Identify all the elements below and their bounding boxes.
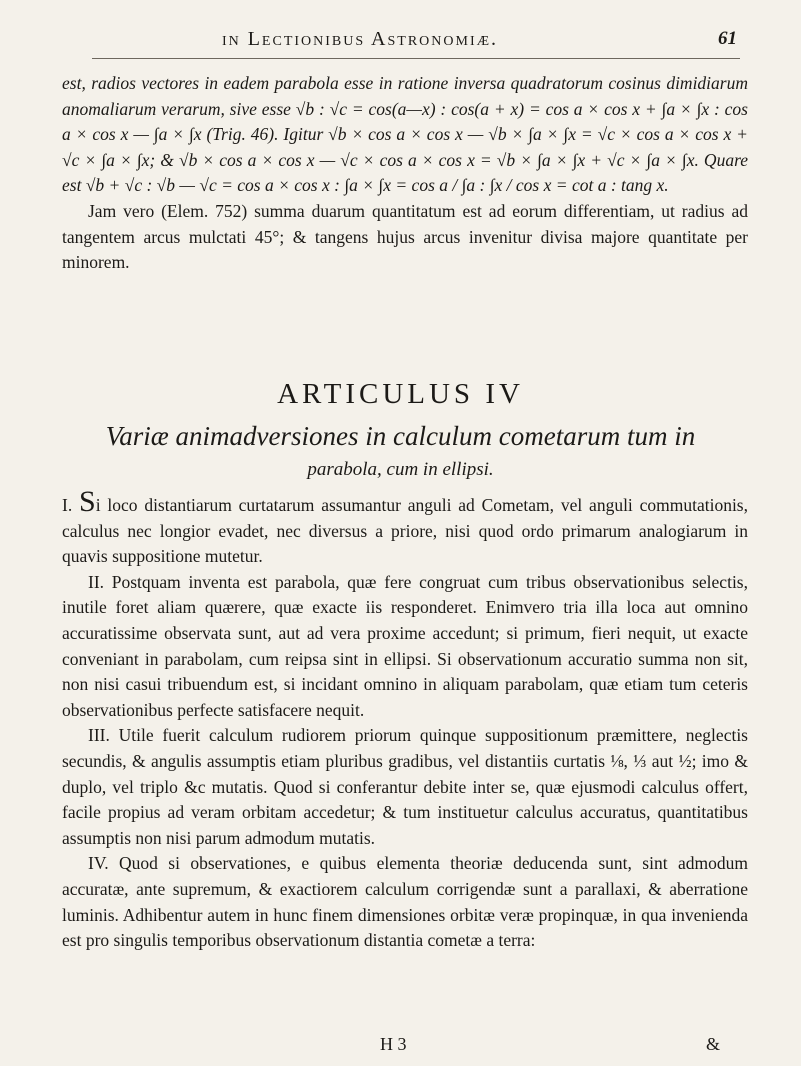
dropcap: S <box>79 485 96 518</box>
running-head <box>0 28 801 58</box>
paragraph-i <box>62 485 748 570</box>
paragraph-elem-752: Jam vero (Elem. 752) summa duarum quantitatum est ad eorum differentiam, ut radius ad tangentem arcus mulctati 45°; & tangens hujus arcus invenitur divisa majore quantitate per minorem. <box>62 200 748 273</box>
article-subtitle-2: parabola, cum in ellipsi. <box>307 459 494 480</box>
paragraph-iii: III. Utile fuerit calculum rudiorem priorum quinque suppositionum præmittere, neglectis secundis, & angulis assumptis etiam pluribus gradibus, vel distantiis curtatis ⅛, ⅓ aut ½; imo & duplo, vel triplo &c mutatis. Quod si conferantur debite inter se, quæ ejusmodi calculus offert, facile propius ad veram orbitam accedetur; & tum instituetur calculus accuratus, quantitatibus assumptis non nisi parum admodum mutatis. <box>62 725 748 848</box>
text-block-1 <box>62 71 748 276</box>
article-subtitle: Variæ animadversiones in calculum cometarum tum in <box>105 421 696 451</box>
paragraph-ii: II. Postquam inventa est parabola, quæ fere congruat cum tribus observationibus selectis, inutile foret aliam quærere, quæ exacte iis responderet. Enimvero tria illa loca aut omnino accuratissime observata sunt, aut ad vera proxime accedunt; si primum, fieri nequit, ut exacte conveniant in parabolam, cum reipsa sint in ellipsi. Si observationum accuratio summa non sit, non nisi casui tribuendum est, si incidant omnino in aliquam parabolam, quæ etiam tum ceteris observationibus perfecte satisfacere nequit. <box>62 571 748 720</box>
paragraph-derivation: est, radios vectores in eadem parabola esse in ratione inversa quadratorum cosinus dimidiarum anomaliarum verarum, sive esse √b : √c = cos(a—x) : cos(a + x) = cos a × cos x + ∫a × ∫x : cos a × cos x — ∫a × ∫x (Trig. 46). Igitur √b × cos a × cos x — √b × ∫a × ∫x = √c × cos a × cos x + √c × ∫a × ∫x; & √b × cos a × cos x — √c × cos a × cos x = √b × ∫a × ∫x + √c × ∫a × ∫x. Quare est √b + √c : √b — √c = cos a × cos x : ∫a × ∫x = cos a / ∫a : ∫x / cos x = cot a : tang x. <box>62 73 748 196</box>
page-number: 61 <box>718 28 737 49</box>
paragraph-i-number: I. <box>62 495 80 515</box>
paragraph-iv: IV. Quod si observationes, e quibus elementa theoriæ deducenda sunt, sint admodum accuratæ, ante supremum, & exactiorem calculum corrigendæ sunt a parallaxi, & aberratione luminis. Adhibentur autem in hunc finem dimensiones orbitæ veræ propinquæ, in qua invenienda est pro singulis temporibus observationum distantia cometæ a terra: <box>62 853 748 951</box>
signature-mark: H 3 <box>380 1034 407 1054</box>
running-title: in Lectionibus Astronomiæ. <box>221 28 499 50</box>
article-heading: ARTICULUS IV <box>277 378 524 410</box>
header-rule <box>92 58 740 59</box>
text-block-2 <box>62 485 748 954</box>
paragraph-i-text: i loco distantiarum curtatarum assumantur anguli ad Cometam, vel anguli commutationis, calculus nec longior evadet, nec diversus a priore, nisi quod ordo primarum analogiarum in quavis suppositione mutetur. <box>62 495 748 567</box>
catchword: & <box>706 1034 721 1054</box>
